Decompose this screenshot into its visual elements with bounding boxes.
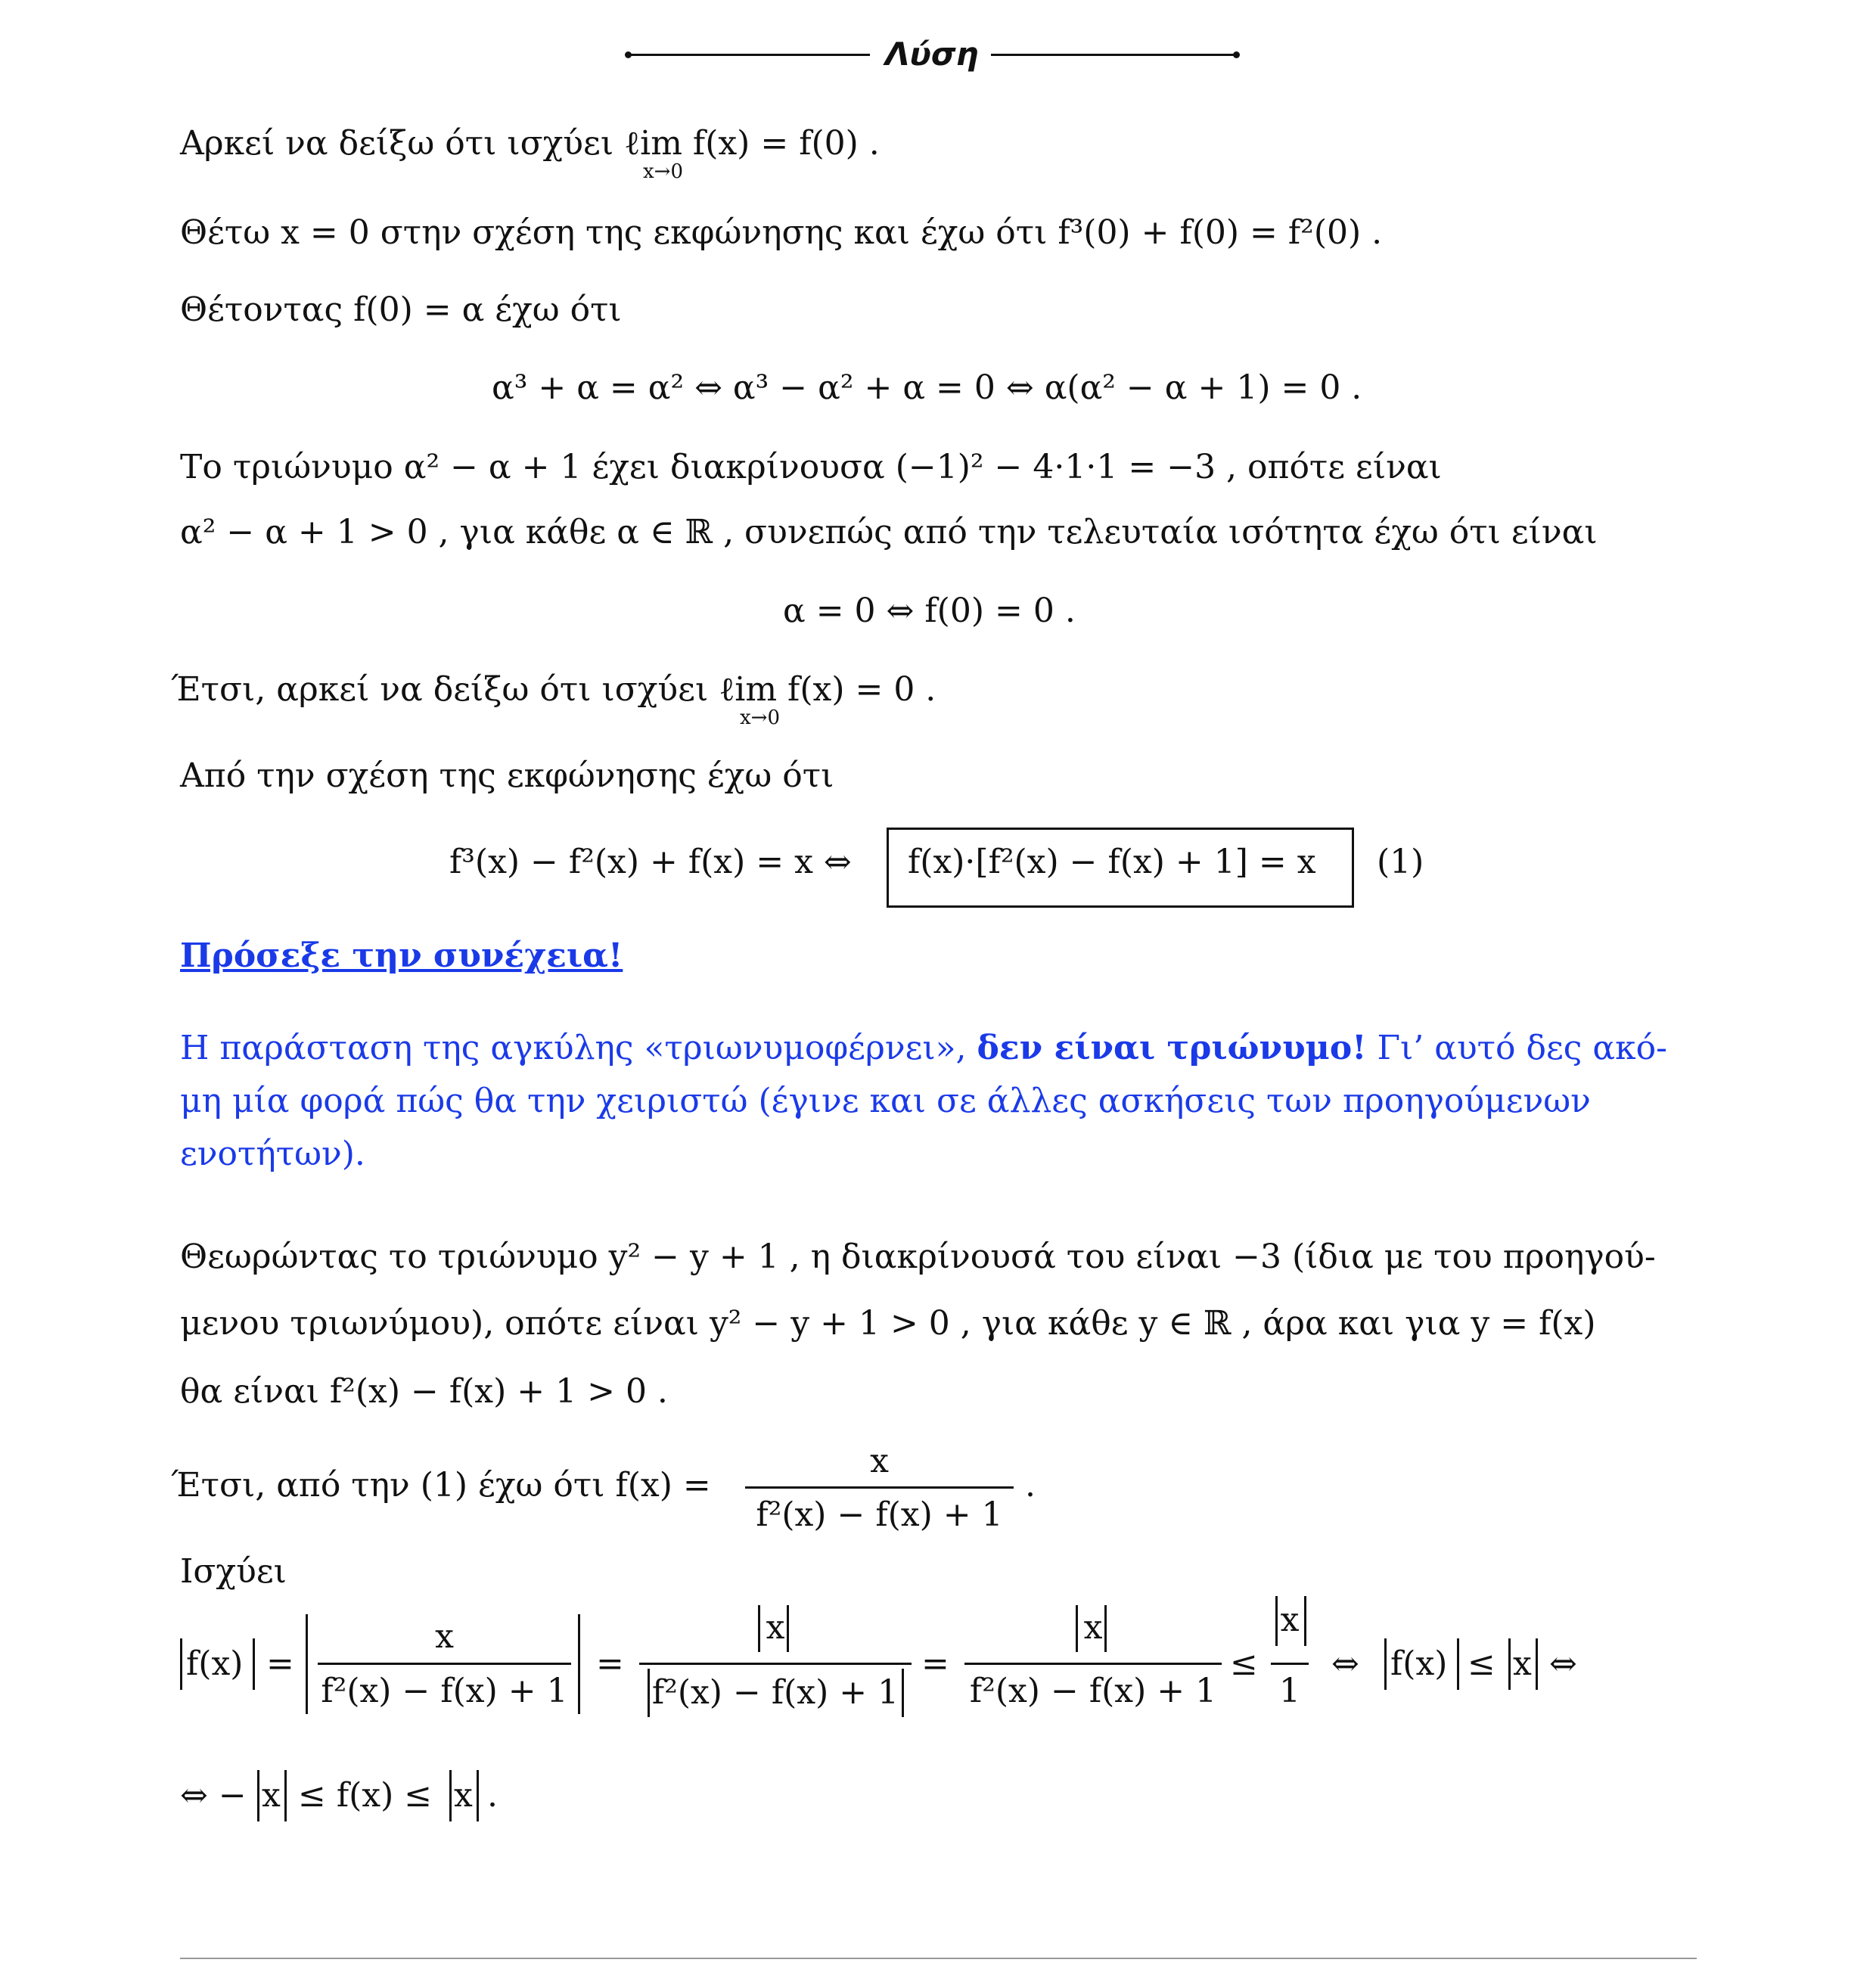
line-10-box-content: f(x)·[f²(x) − f(x) + 1] = x xyxy=(908,843,1316,881)
notice-heading: Πρόσεξε την συνέχεια! xyxy=(180,936,623,975)
final-abs-x2: x xyxy=(454,1776,473,1815)
le-1: ≤ xyxy=(1230,1644,1258,1683)
final-abs-x2-left-bar xyxy=(449,1770,452,1821)
frac-1-bar xyxy=(745,1486,1014,1489)
iff-1: ⇔ xyxy=(1331,1644,1359,1683)
chain-frac-4-bar xyxy=(1271,1663,1309,1665)
line-1-limit-subscript: x→0 xyxy=(643,160,683,183)
chain-frac-2-bar xyxy=(639,1663,912,1665)
abs-fx-right-bar xyxy=(253,1638,255,1690)
eq-2: = xyxy=(596,1644,624,1683)
line-3: Θέτοντας f(0) = α έχω ότι xyxy=(180,290,622,329)
eq-3: = xyxy=(921,1644,949,1683)
final-line-mid: ≤ f(x) ≤ xyxy=(298,1776,433,1815)
footer-rule xyxy=(180,1958,1697,1959)
chain-frac-1-denominator: f²(x) − f(x) + 1 xyxy=(321,1672,568,1710)
notice-text-a: Η παράσταση της αγκύλης «τριωνυμοφέρνει», xyxy=(180,1029,977,1067)
abs-frac-right-bar xyxy=(578,1614,580,1714)
header-left-rule xyxy=(628,54,870,56)
frac-1-numerator: x xyxy=(870,1442,889,1480)
chain-frac-3-denominator: f²(x) − f(x) + 1 xyxy=(969,1672,1217,1710)
chain-frac-2-denominator: f²(x) − f(x) + 1 xyxy=(651,1673,899,1712)
final-abs-x1: x xyxy=(262,1776,281,1815)
final-abs-x1-right-bar xyxy=(284,1770,287,1821)
header-title: Λύση xyxy=(885,36,979,73)
chain-frac-4-numerator: x xyxy=(1280,1601,1300,1639)
header-right-rule xyxy=(991,54,1237,56)
line-8: Έτσι, αρκεί να δείξω ότι ισχύει ℓim f(x) = 0 . xyxy=(171,670,936,709)
chain-frac-1-numerator: x xyxy=(435,1617,454,1656)
abs-x2-right-bar xyxy=(1536,1638,1538,1690)
abs-x-num-right-bar xyxy=(787,1605,789,1652)
line-10-left: f³(x) − f²(x) + f(x) = x ⇔ xyxy=(449,843,852,881)
abs-x2: x xyxy=(1513,1644,1532,1683)
abs-fx: f(x) xyxy=(186,1644,244,1683)
final-line-head: ⇔ − xyxy=(180,1776,247,1815)
header-right-dot xyxy=(1233,51,1240,58)
abs-x-num4-right-bar xyxy=(1304,1596,1306,1646)
notice-paragraph-line-2: μη μία φορά πώς θα την χειριστώ (έγινε και σε άλλες ασκήσεις των προηγούμενων xyxy=(180,1082,1591,1120)
chain-frac-4-denominator: 1 xyxy=(1279,1672,1300,1710)
abs-fx2-right-bar xyxy=(1457,1638,1459,1690)
eq-1: = xyxy=(266,1644,294,1683)
line-4-equation: α³ + α = α² ⇔ α³ − α² + α = 0 ⇔ α(α² − α + 1) = 0 . xyxy=(492,368,1362,407)
line-6: α² − α + 1 > 0 , για κάθε α ∈ ℝ , συνεπώς από την τελευταία ισότητα έχω ότι είναι xyxy=(180,513,1598,551)
abs-x-num3-right-bar xyxy=(1104,1605,1107,1652)
para2-line-1: Θεωρώντας το τριώνυμο y² − y + 1 , η διακρίνουσά του είναι −3 (ίδια με του προηγού- xyxy=(180,1238,1656,1276)
para2-line-3: θα είναι f²(x) − f(x) + 1 > 0 . xyxy=(180,1372,668,1411)
abs-fx2: f(x) xyxy=(1390,1644,1448,1683)
iff-2: ⇔ xyxy=(1549,1644,1577,1683)
chain-frac-1-bar xyxy=(318,1663,571,1665)
line-8-limit-subscript: x→0 xyxy=(740,707,780,729)
line-10-tag: (1) xyxy=(1377,843,1424,881)
line-1: Αρκεί να δείξω ότι ισχύει ℓim f(x) = f(0) . xyxy=(180,124,880,163)
abs-frac-left-bar xyxy=(306,1614,308,1714)
frac-1-denominator: f²(x) − f(x) + 1 xyxy=(756,1495,1003,1534)
line-7-equation: α = 0 ⇔ f(0) = 0 . xyxy=(783,592,1076,630)
line-9: Από την σχέση της εκφώνησης έχω ότι xyxy=(180,756,834,795)
frac-line-end: . xyxy=(1025,1466,1036,1505)
final-abs-x2-right-bar xyxy=(477,1770,479,1821)
abs-fx-left-bar xyxy=(180,1638,182,1690)
notice-paragraph-line-3: ενοτήτων). xyxy=(180,1135,365,1173)
le-2: ≤ xyxy=(1468,1644,1496,1683)
final-line-end: . xyxy=(487,1776,498,1815)
notice-text-c: Γι’ αυτό δες ακό- xyxy=(1366,1029,1667,1067)
abs-fx2-left-bar xyxy=(1384,1638,1387,1690)
chain-frac-3-numerator: x xyxy=(1083,1608,1103,1647)
line-5: Το τριώνυμο α² − α + 1 έχει διακρίνουσα (−1)² − 4·1·1 = −3 , οπότε είναι xyxy=(180,448,1442,486)
abs-x2-left-bar xyxy=(1508,1638,1511,1690)
notice-text-bold: δεν είναι τριώνυμο! xyxy=(977,1029,1367,1067)
frac-line-left: Έτσι, από την (1) έχω ότι f(x) = xyxy=(171,1466,711,1505)
isxyei-label: Ισχύει xyxy=(180,1552,287,1591)
chain-frac-3-bar xyxy=(964,1663,1222,1665)
line-2: Θέτω x = 0 στην σχέση της εκφώνησης και έχω ότι f³(0) + f(0) = f²(0) . xyxy=(180,213,1383,252)
abs-den-right-bar xyxy=(902,1669,904,1717)
para2-line-2: μενου τριωνύμου), οπότε είναι y² − y + 1 > 0 , για κάθε y ∈ ℝ , άρα και για y = f(x) xyxy=(180,1304,1596,1343)
notice-paragraph-line-1 xyxy=(180,1027,1667,1070)
chain-frac-2-numerator: x xyxy=(766,1608,785,1647)
final-abs-x1-left-bar xyxy=(257,1770,259,1821)
